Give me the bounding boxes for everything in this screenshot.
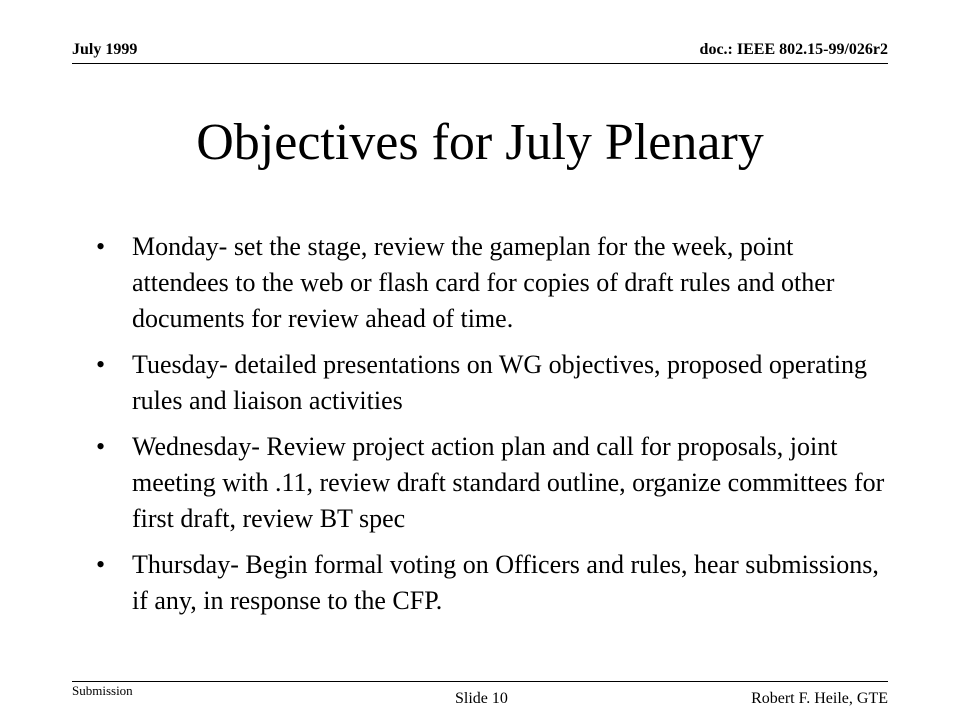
- footer-author: Robert F. Heile, GTE: [751, 690, 888, 707]
- bullet-item-monday: [96, 229, 896, 337]
- bullet-text: Thursday- Begin formal voting on Officers and rules, hear submissions, if any, in response to the CFP.: [132, 550, 879, 615]
- bullet-text: Tuesday- detailed presentations on WG objectives, proposed operating rules and liaison activities: [132, 350, 868, 415]
- header-date: July 1999: [72, 41, 138, 58]
- slide-title: Objectives for July Plenary: [196, 114, 764, 171]
- bullet-icon: •: [96, 432, 106, 461]
- bullet-item-tuesday: [96, 347, 896, 419]
- bullet-item-wednesday: [96, 429, 896, 537]
- bullet-icon: •: [96, 232, 106, 261]
- bullet-icon: •: [96, 350, 106, 379]
- bullet-icon: •: [96, 550, 106, 579]
- bullet-item-thursday: [96, 547, 896, 619]
- footer-submission: Submission: [72, 683, 133, 698]
- header-divider: [72, 63, 888, 64]
- bullet-text: Monday- set the stage, review the gameplan for the week, point attendees to the web or flash card for copies of draft rules and other documents for review ahead of time.: [132, 232, 835, 333]
- bullet-list: [96, 229, 896, 629]
- footer-slide-number: Slide 10: [455, 690, 508, 707]
- bullet-text: Wednesday- Review project action plan and call for proposals, joint meeting with .11, review draft standard outline, organize committees for first draft, review BT spec: [132, 432, 885, 533]
- header-doc-id: doc.: IEEE 802.15-99/026r2: [699, 41, 888, 58]
- footer-divider: [72, 681, 888, 682]
